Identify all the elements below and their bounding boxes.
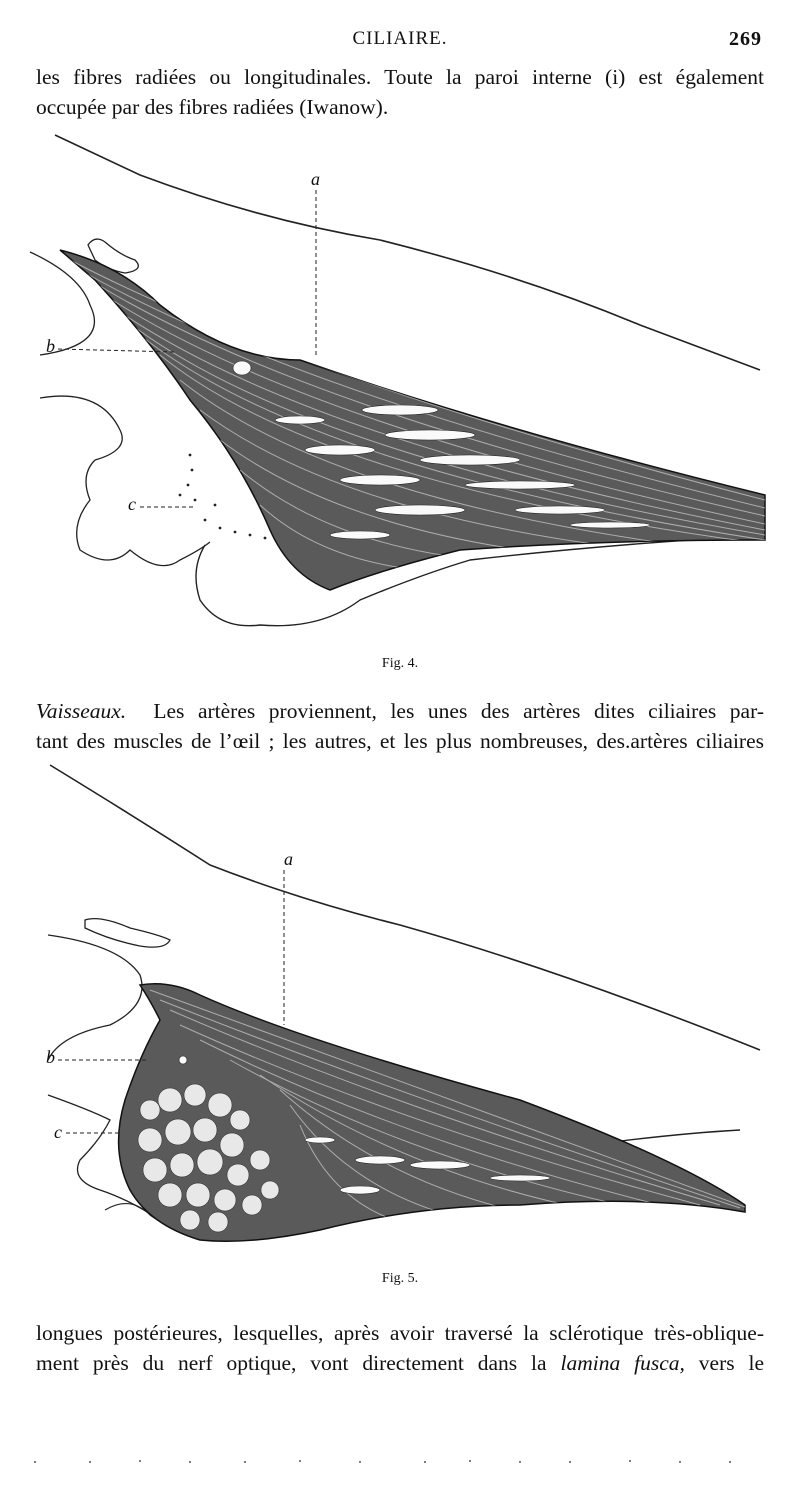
term-lamina-fusca: lamina fusca, (560, 1351, 685, 1375)
paragraph-vaisseaux (36, 696, 764, 756)
figure-5-caption: Fig. 5. (381, 1271, 419, 1286)
running-header (0, 28, 800, 56)
figure-4-illustration (0, 130, 800, 650)
paragraph-line-start: ment près du nerf optique, vont directement dans la (36, 1351, 547, 1375)
paragraph-line (36, 696, 764, 726)
paragraph-arteres (36, 1318, 764, 1378)
bottom-print-specks (30, 1458, 770, 1466)
paragraph-line: longues postérieures, lesquelles, après avoir traversé la sclérotique très-oblique- (36, 1321, 764, 1345)
section-lead-vaisseaux: Vaisseaux. (36, 699, 127, 723)
page-number: 269 (729, 28, 762, 50)
figure-5-label-b: b (46, 1047, 55, 1067)
figure-5-illustration (0, 760, 800, 1270)
figure-5-label-a: a (284, 849, 293, 869)
paragraph-line-rest: Les artères proviennent, les unes des artères dites ciliaires par- (153, 699, 764, 723)
paragraph-line (36, 1348, 764, 1378)
figure-4-label-c: c (128, 494, 136, 514)
paragraph-fibres (36, 62, 764, 122)
paragraph-line: les fibres radiées ou longitudinales. Toute la paroi interne (i) est également (36, 65, 764, 89)
running-title: CILIAIRE. (352, 28, 448, 49)
paragraph-line: tant des muscles de l’œil ; les autres, et les plus nombreuses, des.artères ciliaires (36, 729, 764, 753)
figure-5-label-c: c (54, 1122, 62, 1142)
figure-4-label-b: b (46, 336, 55, 356)
paragraph-line: occupée par des fibres radiées (Iwanow). (36, 95, 389, 119)
figure-4-caption: Fig. 4. (381, 656, 419, 671)
paragraph-line-end: vers le (698, 1351, 765, 1375)
figure-4-label-a: a (311, 169, 320, 189)
